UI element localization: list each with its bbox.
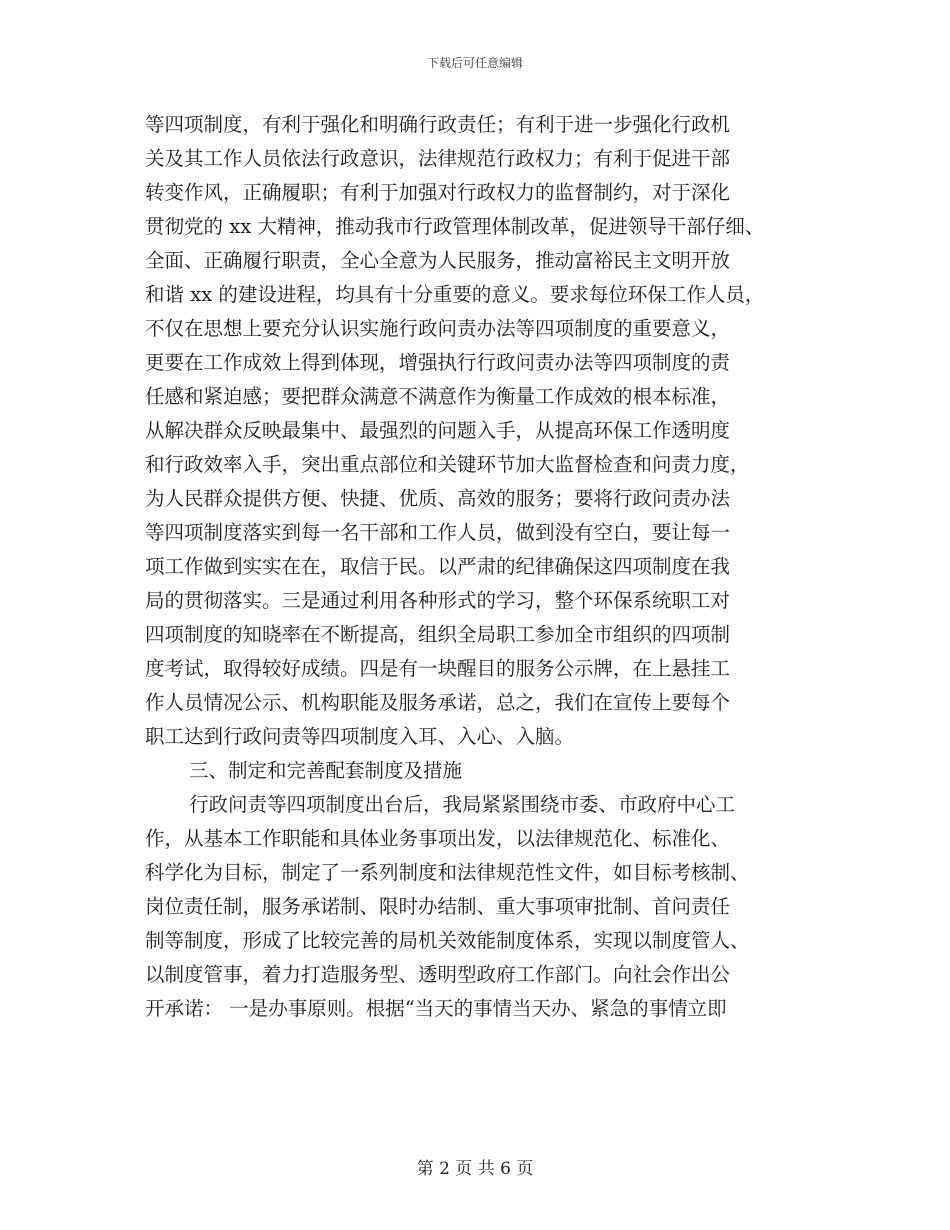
text-line: 贯彻党的 xx 大精神，推动我市行政管理体制改革，促进领导干部仔细、 bbox=[145, 215, 765, 238]
text-line: 为人民群众提供方便、快捷、优质、高效的服务；要将行政问责办法 bbox=[145, 487, 731, 510]
text-line: 度考试，取得较好成绩。四是有一块醒目的服务公示牌，在上悬挂工 bbox=[145, 657, 731, 680]
text-line: 和谐 xx 的建设进程，均具有十分重要的意义。要求每位环保工作人员， bbox=[145, 283, 765, 306]
text-line: 和行政效率入手，突出重点部位和关键环节加大监督检查和问责力度， bbox=[145, 453, 750, 476]
text-line: 行政问责等四项制度出台后，我局紧紧围绕市委、市政府中心工 bbox=[189, 793, 736, 816]
page-number: 第 2 页 共 6 页 bbox=[416, 1159, 534, 1179]
text-line: 制等制度，形成了比较完善的局机关效能制度体系，实现以制度管人、 bbox=[145, 929, 750, 952]
text-line: 等四项制度，有利于强化和明确行政责任；有利于进一步强化行政机 bbox=[145, 113, 731, 136]
text-line: 开承诺： 一是办事原则。根据“当天的事情当天办、紧急的事情立即 bbox=[145, 997, 727, 1020]
text-line: 更要在工作成效上得到体现，增强执行行政问责办法等四项制度的责 bbox=[145, 351, 731, 374]
text-line: 从解决群众反映最集中、最强烈的问题入手，从提高环保工作透明度 bbox=[145, 419, 731, 442]
text-line: 不仅在思想上要充分认识实施行政问责办法等四项制度的重要意义， bbox=[145, 317, 731, 340]
text-line: 全面、正确履行职责，全心全意为人民服务，推动富裕民主文明开放 bbox=[145, 249, 731, 272]
text-line: 四项制度的知晓率在不断提高，组织全局职工参加全市组织的四项制 bbox=[145, 623, 731, 646]
text-line: 关及其工作人员依法行政意识，法律规范行政权力；有利于促进干部 bbox=[145, 147, 731, 170]
text-line: 任感和紧迫感；要把群众满意不满意作为衡量工作成效的根本标准， bbox=[145, 385, 731, 408]
text-line: 等四项制度落实到每一名干部和工作人员，做到没有空白，要让每一 bbox=[145, 521, 731, 544]
page-header-note: 下载后可任意编辑 bbox=[426, 56, 523, 70]
text-line: 作人员情况公示、机构职能及服务承诺，总之，我们在宣传上要每个 bbox=[145, 691, 731, 714]
text-line: 项工作做到实实在在，取信于民。以严肃的纪律确保这四项制度在我 bbox=[145, 555, 731, 578]
text-line: 职工达到行政问责等四项制度入耳、入心、入脑。 bbox=[145, 725, 575, 748]
text-line: 岗位责任制，服务承诺制、限时办结制、重大事项审批制、首问责任 bbox=[145, 895, 731, 918]
text-line: 以制度管事，着力打造服务型、透明型政府工作部门。向社会作出公 bbox=[145, 963, 731, 986]
section-heading: 三、制定和完善配套制度及措施 bbox=[189, 759, 463, 782]
text-line: 作，从基本工作职能和具体业务事项出发，以法律规范化、标准化、 bbox=[145, 827, 731, 850]
text-line: 转变作风，正确履职；有利于加强对行政权力的监督制约，对于深化 bbox=[145, 181, 731, 204]
text-line: 科学化为目标，制定了一系列制度和法律规范性文件，如目标考核制、 bbox=[145, 861, 750, 884]
text-line: 局的贯彻落实。三是通过利用各种形式的学习，整个环保系统职工对 bbox=[145, 589, 731, 612]
